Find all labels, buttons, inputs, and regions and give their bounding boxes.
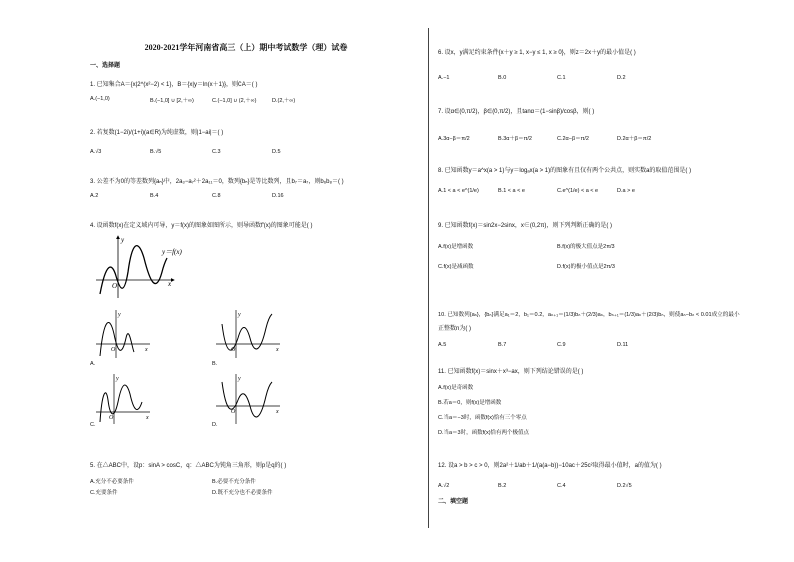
question-4-option-d: D. [212, 422, 218, 428]
main-x-label: x [168, 280, 172, 288]
svg-text:y: y [238, 376, 241, 382]
question-11-stem: 11. 已知函数f(x)＝sinx＋x³−ax，则下列结论错误的是( ) [438, 369, 584, 375]
question-4-option-b: B. [212, 361, 218, 367]
question-12-option-b: B.2 [498, 483, 507, 489]
question-7-stem: 7. 设α∈(0,π/2)，β∈(0,π/2)，且tanα＝(1−sinβ)/cosβ，则( ) [438, 109, 595, 115]
question-1-option-a: A.(−1,0) [90, 96, 110, 102]
question-9-option-d: D.f(x)的极小值点是2π/3 [557, 264, 615, 270]
question-2-option-a: A.√3 [90, 149, 102, 155]
svg-text:O: O [111, 347, 116, 353]
page-title: 2020-2021学年河南省高三（上）期中考试数学（理）试卷 [144, 43, 348, 52]
svg-text:y: y [116, 376, 119, 382]
question-3-option-d: D.16 [272, 193, 284, 199]
question-10-option-b: B.7 [498, 342, 507, 348]
question-5-option-b: B.必要不充分条件 [212, 479, 256, 485]
svg-text:y: y [118, 312, 121, 318]
question-8-stem: 8. 已知函数y＝a^x(a > 1)与y＝logₐx(a > 1)的图象有且仅有两个公共点，则实数a的取值范围是( ) [438, 168, 692, 174]
question-7-option-c: C.2α−β＝π/2 [557, 136, 589, 142]
svg-text:y: y [238, 312, 241, 318]
question-10-stem: 10. 已知数列{aₙ}，{bₙ}满足a₁＝2，b₁＝0.2，aₙ₊₁＝(1/3)bₙ＋(2/3)aₙ，bₙ₊₁＝(1/3)aₙ＋(2/3)bₙ，则使aₙ−bₙ < 0.01成立的最小 [438, 312, 740, 318]
question-12-stem: 12. 设a > b > c > 0，则2a²＋1/ab＋1/(a(a−b))−10ac＋25c²取得最小值时，a的值为( ) [438, 463, 662, 469]
question-11-option-a: A.f(x)是奇函数 [438, 385, 474, 391]
question-1-stem: 1. 已知集合A＝{x|2^(x²−2) < 1}，B＝{x|y＝ln(x＋1)}，则∁A＝( ) [90, 82, 258, 88]
main-origin-label: O [112, 282, 118, 290]
question-8-option-a: A.1 < a < e^(1/e) [438, 188, 479, 194]
question-7-option-b: B.3α＋β＝π/2 [498, 136, 532, 142]
question-5-stem: 5. 在△ABC中，设p：sinA > cosC，q：△ABC为钝角三角形，则p是q的( ) [90, 463, 287, 469]
question-2-option-c: C.3 [212, 149, 221, 155]
question-9-option-b: B.f(x)的极大值点是2π/3 [557, 244, 615, 250]
svg-text:O: O [231, 347, 236, 353]
question-10-option-a: A.5 [438, 342, 447, 348]
column-divider [428, 28, 429, 528]
question-1-option-c: C.(−1,0] ∪ (2,＋∞) [212, 98, 257, 104]
question-2-option-d: D.5 [272, 149, 281, 155]
question-7-option-a: A.3α−β＝π/2 [438, 136, 470, 142]
question-12-option-a: A.√2 [438, 483, 450, 489]
question-6-option-b: B.0 [498, 75, 507, 81]
question-7-option-d: D.2α＋β＝π/2 [617, 136, 652, 142]
question-9-stem: 9. 已知函数f(x)＝sin2x−2sinx，x∈(0,2π)，则下列判断正确的是( ) [438, 223, 612, 229]
section-heading-choice: 一、选择题 [90, 63, 121, 69]
svg-text:x: x [276, 409, 279, 415]
option-a-graph [94, 308, 154, 360]
question-3-option-c: C.8 [212, 193, 221, 199]
svg-text:O: O [231, 409, 236, 415]
question-6-option-d: D.2 [617, 75, 626, 81]
question-8-option-d: D.a > e [617, 188, 635, 194]
question-3-stem: 3. 公差不为0的等差数列{aₙ}中，2a₃−a₇²＋2a₁₁＝0，数列{bₙ}是等比数列，且b₇＝a₇，则b₆b₈＝( ) [90, 179, 344, 185]
question-9-option-a: A.f(x)是增函数 [438, 244, 474, 250]
question-4-stem: 4. 设函数f(x)在定义域内可导，y＝f(x)的图象如图所示，则导函数f′(x)的图象可能是( ) [90, 223, 313, 229]
question-1-option-d: D.(2,＋∞) [272, 98, 296, 104]
option-c-graph [94, 372, 154, 426]
question-5-option-d: D.既不充分也不必要条件 [212, 490, 273, 496]
question-2-stem: 2. 若复数(1−2i)/(1+i)(a∈R)为纯虚数，则|1−ai|＝( ) [90, 130, 224, 136]
question-11-option-c: C.当a＝−3时，函数f(x)恰有三个零点 [438, 415, 527, 421]
question-1-option-b: B.(−1,0] ∪ [2,＋∞) [150, 98, 194, 104]
question-10-option-c: C.9 [557, 342, 566, 348]
question-6-option-a: A.−1 [438, 75, 450, 81]
question-6-option-c: C.1 [557, 75, 566, 81]
question-3-option-a: A.2 [90, 193, 99, 199]
main-func-label: y＝f(x) [162, 248, 182, 256]
question-5-option-c: C.充要条件 [90, 490, 118, 496]
option-b-graph [214, 308, 284, 360]
question-11-option-d: D.当a＝3时，函数f(x)恰有两个极值点 [438, 430, 530, 436]
function-graph-main [94, 232, 194, 302]
question-4-option-c: C. [90, 422, 96, 428]
question-12-option-d: D.2√5 [617, 483, 632, 489]
svg-text:O: O [109, 415, 114, 421]
question-10-option-d: D.11 [617, 342, 629, 348]
question-8-option-b: B.1 < a < e [498, 188, 525, 194]
question-4-option-a: A. [90, 361, 96, 367]
question-5-option-a: A.充分不必要条件 [90, 479, 134, 485]
svg-text:x: x [145, 347, 148, 353]
question-12-option-c: C.4 [557, 483, 566, 489]
question-8-option-c: C.e^(1/e) < a < e [557, 188, 599, 194]
question-6-stem: 6. 设x，y满足约束条件{x＋y ≥ 1, x−y ≤ 1, x ≥ 0}，则z＝2x＋y的最小值是( ) [438, 50, 636, 56]
question-10-stem-continued: 正整数n为( ) [438, 326, 472, 332]
svg-text:x: x [276, 347, 279, 353]
question-9-option-c: C.f(x)是减函数 [438, 264, 474, 270]
question-11-option-b: B.若a＝0，则f(x)是增函数 [438, 400, 502, 406]
question-2-option-b: B.√5 [150, 149, 162, 155]
question-3-option-b: B.4 [150, 193, 159, 199]
main-y-label: y [121, 236, 125, 244]
svg-text:x: x [146, 415, 149, 421]
section-heading-fill-in: 二、填空题 [438, 499, 469, 505]
option-d-graph [214, 372, 284, 426]
